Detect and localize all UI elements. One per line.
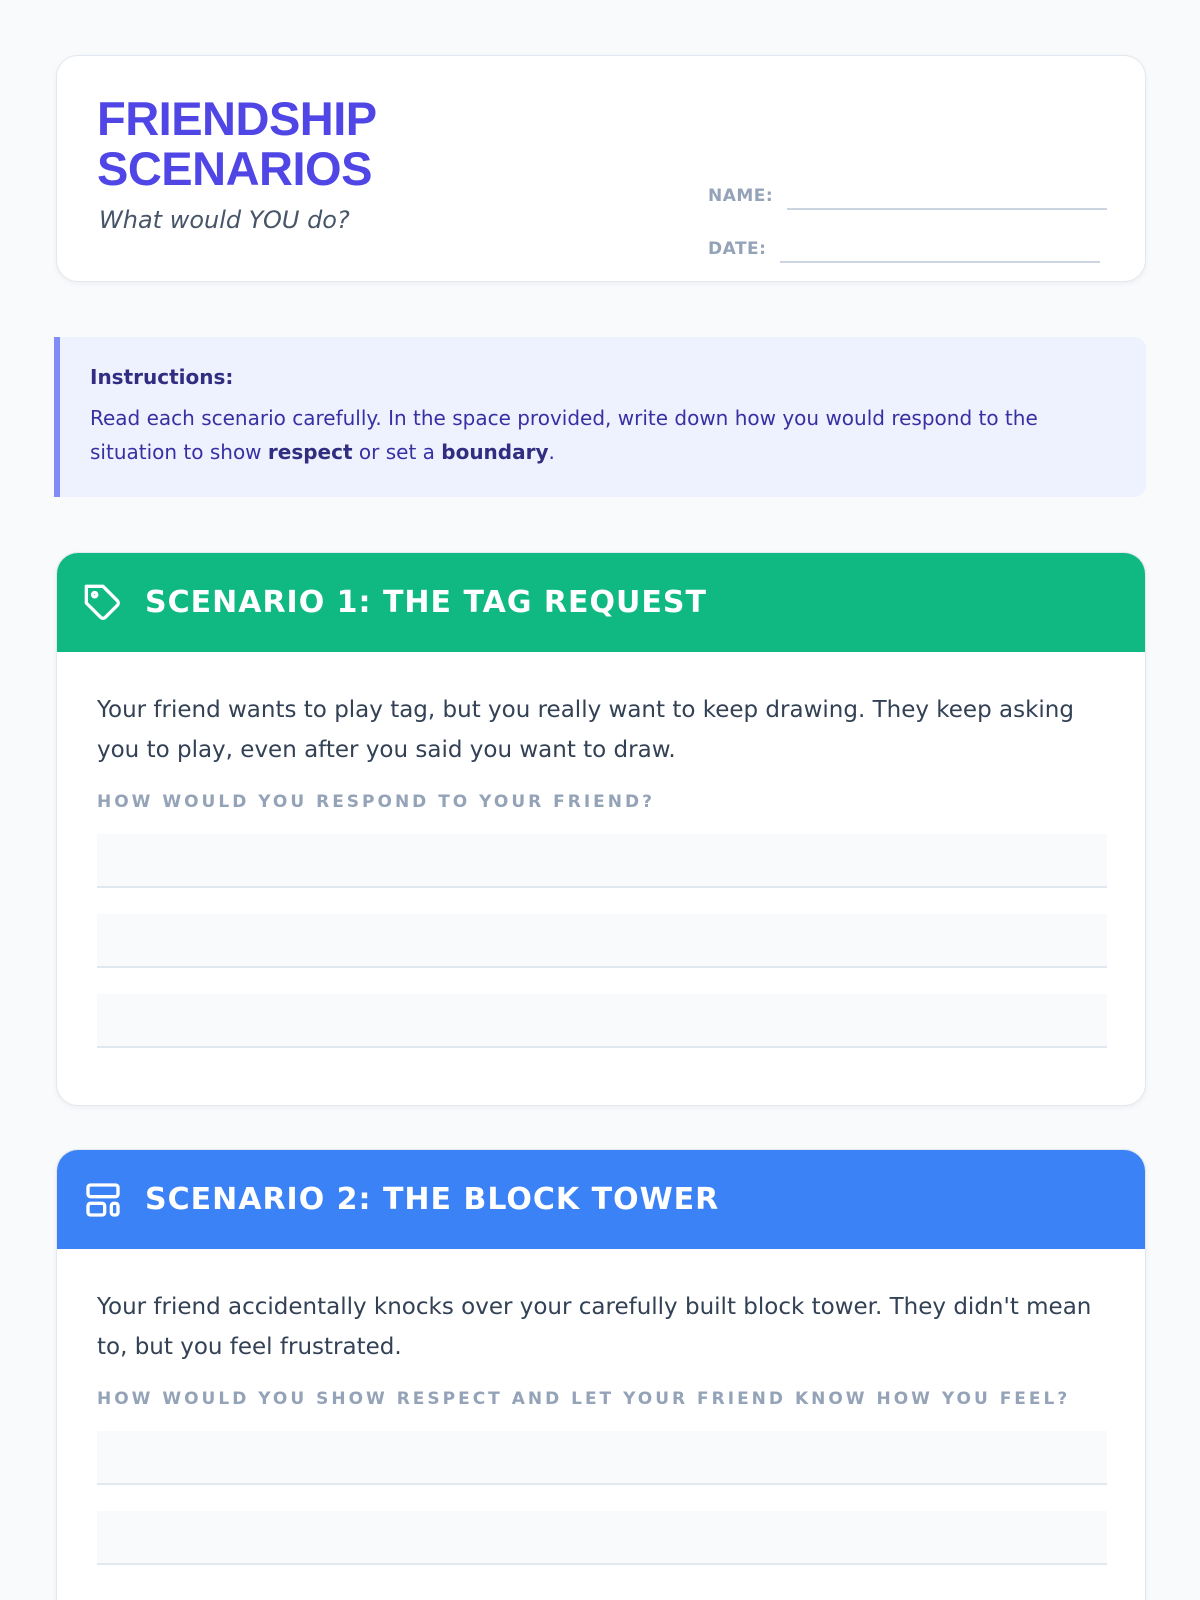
name-label: NAME: [708, 186, 774, 206]
scenario-title: SCENARIO 2: THE BLOCK TOWER [145, 1182, 720, 1217]
date-label: DATE: [708, 239, 767, 259]
instructions-bold-boundary: boundary [441, 440, 549, 464]
scenario-prompt: HOW WOULD YOU RESPOND TO YOUR FRIEND? [97, 792, 655, 812]
answer-line[interactable] [97, 1431, 1107, 1485]
answer-line[interactable] [97, 994, 1107, 1048]
answer-area[interactable] [97, 1431, 1105, 1565]
instructions-text-part: or set a [352, 440, 442, 464]
instructions-text [90, 401, 1100, 469]
name-line[interactable] [787, 208, 1107, 210]
tag-icon [83, 583, 123, 623]
date-line[interactable] [780, 261, 1100, 263]
answer-line[interactable] [97, 914, 1107, 968]
scenario-header [57, 1150, 1145, 1249]
scenario-card-1 [56, 552, 1146, 1106]
scenario-title: SCENARIO 1: THE TAG REQUEST [145, 585, 707, 620]
answer-line[interactable] [97, 834, 1107, 888]
date-field[interactable] [708, 239, 1100, 259]
instructions-title: Instructions: [90, 365, 234, 389]
answer-line[interactable] [97, 1511, 1107, 1565]
blocks-icon [83, 1180, 123, 1220]
scenario-header [57, 553, 1145, 652]
answer-area[interactable] [97, 834, 1105, 1048]
instructions-bold-respect: respect [267, 440, 353, 464]
scenario-prompt: HOW WOULD YOU SHOW RESPECT AND LET YOUR FRIEND KNOW HOW YOU FEEL? [97, 1389, 1071, 1409]
page-subtitle: What would YOU do? [99, 206, 350, 234]
instructions-text-part: . [548, 440, 555, 464]
scenario-body [57, 1249, 1145, 1565]
instructions-box [54, 337, 1146, 497]
scenario-description: Your friend wants to play tag, but you really want to keep drawing. They keep asking you to play, even after you said you want to draw. [97, 697, 1074, 763]
worksheet-header [56, 55, 1146, 282]
title-line-2: SCENARIOS [97, 142, 372, 195]
instructions-text-part: Read each scenario carefully. In the space provided, write down how you would respond to the situation to show [90, 406, 1038, 464]
scenario-body [57, 652, 1145, 1048]
page-title [97, 94, 377, 194]
scenario-description: Your friend accidentally knocks over your carefully built block tower. They didn't mean to, but you feel frustrated. [97, 1294, 1092, 1360]
scenario-card-2 [56, 1149, 1146, 1600]
title-line-1: FRIENDSHIP [97, 92, 377, 145]
name-field[interactable] [708, 186, 1107, 206]
